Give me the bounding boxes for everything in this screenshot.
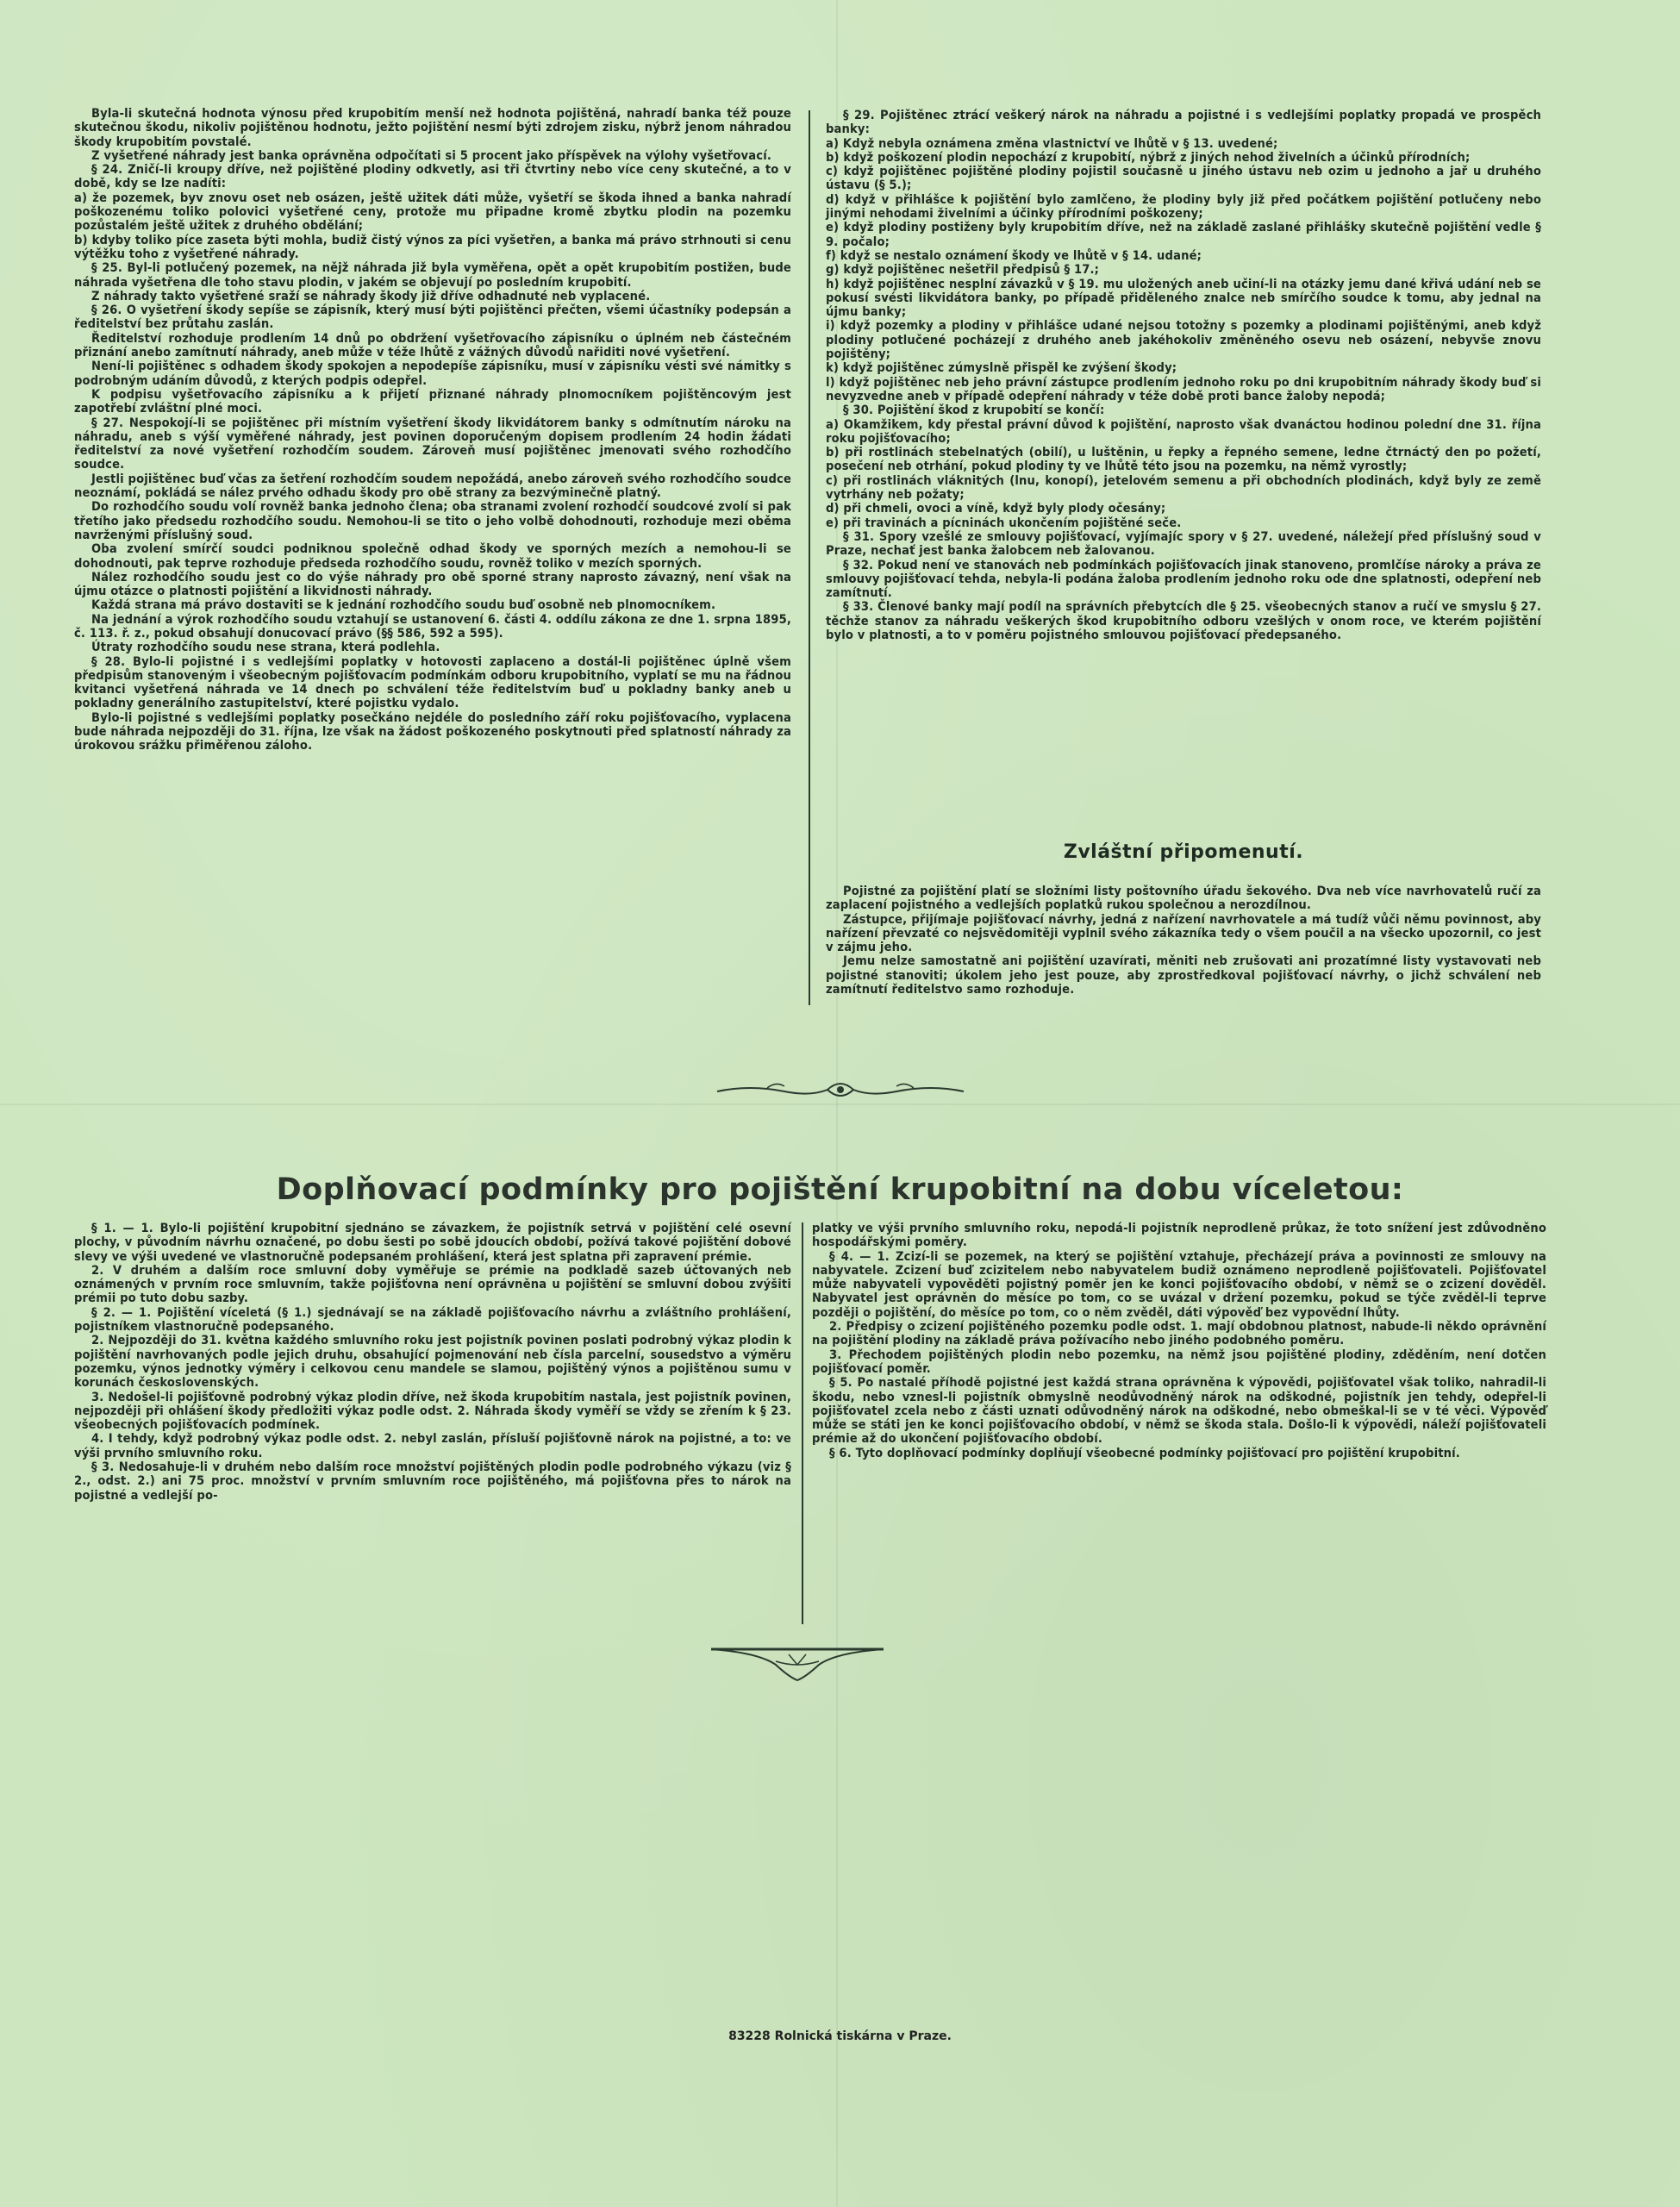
paragraph: e) když plodiny postiženy byly krupobitím dříve, než na základě zaslané přihlášky skutečně pojištění vedle § 9. počalo; (826, 220, 1541, 249)
paragraph: § 6. Tyto doplňovací podmínky doplňují všeobecné podmínky pojišťovací pro pojištění krupobitní. (829, 1445, 1460, 1460)
paragraph: a) Když nebyla oznámena změna vlastnictví ve lhůtě v § 13. uvedené; (826, 135, 1278, 151)
paragraph: Není-li pojištěnec s odhadem škody spokojen a nepodepíše zápisníku, musí v zápisníku vésti své námitky s podrobným udáním důvodů, z kterých podpis odepřel. (74, 359, 791, 388)
paragraph: Z vyšetřené náhrady jest banka oprávněna odpočítati si 5 procent jako příspěvek na výlohy vyšetřovací. (91, 147, 771, 163)
paragraph: § 25. Byl-li potlučený pozemek, na nějž náhrada již byla vyměřena, opět a opět krupobitím postižen, bude náhrada vyšetřena dle toho stavu plodin, v jakém se objevují po posledním krupobití. (74, 260, 791, 290)
column-divider-top (809, 110, 810, 1005)
paragraph: 4. I tehdy, když podrobný výkaz podle odst. 2. nebyl zaslán, přísluší pojišťovně nárok na pojistné, a to: ve výši prvního smluvního roku. (74, 1431, 791, 1460)
paragraph: § 29. Pojištěnec ztrácí veškerý nárok na náhradu a pojistné i s vedlejšími poplatky propadá ve prospěch banky: (826, 108, 1541, 137)
paragraph: § 2. — 1. Pojištění víceletá (§ 1.) sjednávají se na základě pojišťovacího návrhu a zvláštního prohlášení, pojistníkem vlastnoručně podepsaného. (74, 1304, 791, 1335)
column-divider-bottom (802, 1222, 803, 1624)
paragraph: k) když pojištěnec zúmyslně přispěl ke zvýšení škody; (826, 360, 1177, 376)
paragraph: f) když se nestalo oznámení škody ve lhůtě v § 14. udané; (826, 247, 1202, 263)
end-ornament-icon (707, 1642, 888, 1685)
paragraph: Pojistné za pojištění platí se složními listy poštovního úřadu šekového. Dva neb více navrhovatelů ručí za zaplacení pojistného a vedlejších poplatků rukou společnou a nerozdílnou. (826, 884, 1541, 913)
paragraph: § 30. Pojištění škod z krupobití se končí: (843, 403, 1105, 418)
paragraph: Jestli pojištěnec buď včas za šetření rozhodčím soudem nepožádá, anebo zároveň svého rozhodčího soudce neoznámí, pokládá se nález prvého odhadu škody pro obě strany za bezvýminečně platný. (74, 471, 791, 501)
paragraph: § 33. Členové banky mají podíl na správních přebytcích dle § 25. všeobecných stanov a ručí ve smyslu § 27. těchže stanov za náhradu veškerých škod krupobitního odboru vzešlých v onom roce, ve kterém pojištění bylo v platnosti, a to v poměru pojistného smlouvou pojišťovací předepsaného. (826, 599, 1541, 642)
top-right-column (826, 109, 1541, 642)
top-left-column (74, 107, 791, 753)
paragraph: platky ve výši prvního smluvního roku, nepodá-li pojistník neprodleně průkaz, že toto snížení jest zdůvodněno hospodářskými poměry. (812, 1221, 1546, 1250)
paragraph: § 1. — 1. Bylo-li pojištění krupobitní sjednáno se závazkem, že pojistník setrvá v pojištění celé osevní plochy, v původním návrhu označené, po dobu šesti po sobě jdoucích období, požívá takové pojištění dobové slevy ve výši uvedené ve vlastnoručně podepsaném prohlášení, která jest splatna při zapravení prémie. (74, 1221, 791, 1264)
paragraph: Každá strana má právo dostaviti se k jednání rozhodčího soudu buď osobně neb plnomocníkem. (91, 597, 716, 613)
paragraph: b) při rostlinách stebelnatých (obilí), u luštěnin, u řepky a řepného semene, ledne čtrnáctý den po požetí, posečení neb otrhání, pokud plodiny ty ve lhůtě této jsou na pozemku, na němž vyrostly; (826, 445, 1541, 474)
paragraph: K podpisu vyšetřovacího zápisníku a k přijetí přiznané náhrady plnomocníkem pojištěncovým jest zapotřebí zvláštní plné moci. (74, 386, 791, 416)
paragraph: § 27. Nespokojí-li se pojištěnec při místním vyšetření škody likvidátorem banky s odmítnutím nároku na náhradu, aneb s výší vyměřené náhrady, jest povinen doporučeným dopisem prodlením 24 hodin žádati ředitelství za nové vyšetření rozhodčím soudem. Zároveň musí pojištěnec jmenovati svého rozhodčího soudce. (74, 415, 791, 472)
paragraph: 2. V druhém a dalším roce smluvní doby vyměřuje se prémie na podkladě sazeb účtovaných neb oznámených v prvním roce smluvním, takže pojišťovna není oprávněna u pojištění se smluvní dobou zvýšiti prémii po tuto dobu sazby. (74, 1262, 791, 1306)
paragraph: e) při travinách a pícninách ukončením pojištěné seče. (826, 515, 1182, 530)
paragraph: a) že pozemek, byv znovu oset neb osázen, ještě užitek dáti může, vyšetří se škoda ihned a banka nahradí poškozenému toliko polovici vyšetřené ceny, protože mu připadne kromě zbytku plodin na pozemku pozůstalém ještě užitek z druhého obdělání; (74, 190, 791, 234)
paragraph: § 32. Pokud není ve stanovách neb podmínkách pojišťovacích jinak stanoveno, promlčíse nároky a práva ze smlouvy pojišťovací tehda, nebyla-li podána žaloba prodlením jednoho roku ode dne splatnosti, odepření neb zamítnutí. (826, 557, 1541, 601)
paragraph: 2. Předpisy o zcizení pojištěného pozemku podle odst. 1. mají obdobnou platnost, nabude-li někdo oprávnění na pojištění plodiny na základě práva požívacího nebo jiného podobného poměru. (812, 1319, 1546, 1348)
paragraph: § 28. Bylo-li pojistné i s vedlejšími poplatky v hotovosti zaplaceno a dostál-li pojištěnec úplně všem předpisům stanoveným i všeobecným pojišťovacím podmínkám odboru krupobitního, vyplatí se mu na řádnou kvitanci vyšetřená náhrada ve 14 dnech po schválení téže ředitelstvím buď u pokladny banky aneb u pokladny generálního zastupitelství, které pojistku vydalo. (74, 653, 791, 711)
printer-imprint: 83228 Rolnická tiskárna v Praze. (728, 2029, 952, 2043)
paragraph: 3. Přechodem pojištěných plodin nebo pozemku, na němž jsou pojištěné plodiny, zděděním, není dotčen pojišťovací poměr. (812, 1347, 1546, 1376)
paragraph: i) když pozemky a plodiny v přihlášce udané nejsou totožny s pozemky a plodinami pojištěnými, aneb když plodiny potlučené pocházejí z druhého aneb jakéhokoliv změněného osevu neb osázení, nebyvše znovu pojištěny; (826, 318, 1541, 362)
divider-ornament-icon (715, 1076, 965, 1107)
paragraph: b) kdyby toliko píce zaseta býti mohla, budiž čistý výnos za píci vyšetřen, a banka má právo strhnouti si cenu výtěžku toho z vyšetřené náhrady. (74, 232, 791, 261)
paragraph: Ředitelství rozhoduje prodlením 14 dnů po obdržení vyšetřovacího zápisníku o úplném neb částečném přiznání anebo zamítnutí náhrady, aneb může v téže lhůtě z vážných důvodů nařiditi nové vyšetření. (74, 330, 791, 360)
paragraph: § 3. Nedosahuje-li v druhém nebo dalším roce množství pojištěných plodin podle podrobného výkazu (viz § 2., odst. 2.) ani 75 proc. množství v prvním smluvním roce pojištěného, má pojišťovna přes to nárok na pojistné a vedlejší po- (74, 1460, 791, 1503)
paragraph: Zástupce, přijímaje pojišťovací návrhy, jedná z nařízení navrhovatele a má tudíž vůči němu povinnost, aby nařízení převzaté co nejsvědomitěji vyplnil svého zákazníka tedy o všem poučil a na všecko upozornil, co jest v zájmu jeho. (826, 911, 1541, 955)
paragraph: Útraty rozhodčího soudu nese strana, která podlehla. (91, 640, 440, 655)
paragraph: c) když pojištěnec pojištěné plodiny pojistil současně u jiného ústavu neb ozim u jednoho a jař u druhého ústavu (§ 5.); (826, 164, 1541, 193)
paragraph: a) Okamžikem, kdy přestal právní důvod k pojištění, naprosto však dvanáctou hodinou polední dne 31. října roku pojišťovacího; (826, 416, 1541, 446)
bottom-right-column (812, 1222, 1546, 1460)
paragraph: 2. Nejpozději do 31. května každého smluvního roku jest pojistník povinen poslati podrobný výkaz plodin k pojištění navrhovaných podle jejich druhu, obsahující pojmenování neb čísla parcelní, sousedstvo a výměru pozemku, výnos jednotky výměry i celkovou cenu mandele se slamou, pojištěný výnos a pojištěnou sumu v korunách československých. (74, 1333, 791, 1391)
paragraph: Oba zvolení smírčí soudci podniknou společně odhad škody ve sporných mezích a nemohou-li se dohodnouti, pak teprve rozhoduje předseda rozhodčího soudu, rovněž toliko v mezích sporných. (74, 541, 791, 571)
paragraph: § 5. Po nastalé příhodě pojistné jest každá strana oprávněna k výpovědi, pojišťovatel však toliko, nahradil-li škodu, nebo vznesl-li pojistník obmyslně neodůvodněný nárok na odškodné, pojistník jen tehdy, odepřel-li pojišťovatel zcela nebo z části uznati odůvodněný nárok na odškodné, nebo obmeškal-li se v té věci. Výpověď může se státi jen ke konci pojišťovacího období, v němž se škoda stala. Došlo-li k výpovědi, náleží pojišťovateli prémie až do ukončení pojišťovacího období. (812, 1375, 1546, 1447)
paragraph: g) když pojištěnec nešetřil předpisů § 17.; (826, 262, 1100, 278)
main-heading: Doplňovací podmínky pro pojištění krupobitní na dobu víceletou: (276, 1172, 1404, 1207)
paragraph: Na jednání a výrok rozhodčího soudu vztahují se ustanovení 6. části 4. oddílu zákona ze dne 1. srpna 1895, č. 113. ř. z., pokud obsahují donucovací právo (§§ 586, 592 a 595). (74, 611, 791, 641)
paragraph: Byla-li skutečná hodnota výnosu před krupobitím menší než hodnota pojištěná, nahradí banka též pouze skutečnou škodu, nikoliv pojištěnou hodnotu, ježto pojištění nesmí býti zdrojem zisku, nýbrž jenom náhradou škody krupobitím povstalé. (74, 106, 791, 149)
paragraph: § 24. Zničí-li kroupy dříve, než pojištěné plodiny odkvetly, asi tři čtvrtiny nebo více ceny skutečné, a to v době, kdy se lze nadíti: (74, 162, 791, 191)
paragraph: c) při rostlinách vláknitých (lnu, konopí), jetelovém semenu a při obchodních plodinách, když byly ze země vytrhány neb požaty; (826, 472, 1541, 503)
paragraph: Jemu nelze samostatně ani pojištění uzavírati, měniti neb zrušovati ani prozatímné listy vystavovati neb pojistné stanoviti; úkolem jeho jest pouze, aby zprostředkoval pojišťovací návrhy, o jichž schválení neb zamítnutí ředitelstvo samo rozhoduje. (826, 953, 1541, 997)
bottom-left-column (74, 1222, 791, 1503)
paragraph: § 31. Spory vzešlé ze smlouvy pojišťovací, vyjímajíc spory v § 27. uvedené, náležejí před příslušný soud v Praze, nechať jest banka žalobcem neb žalovanou. (826, 528, 1541, 559)
paragraph: h) když pojištěnec nesplní závazků v § 19. mu uložených aneb učiní-li na otázky jemu dané křivá udání neb se pokusí svésti likvidátora banky, po případě přiděleného znalce neb smírčího soudce k tomu, aby jednal na újmu banky; (826, 276, 1541, 320)
paragraph: § 4. — 1. Zcizí-li se pozemek, na který se pojištění vztahuje, přecházejí práva a povinnosti ze smlouvy na nabyvatele. Zcizení buď zcizitelem nebo nabyvatelem budiž oznámeno neprodleně pojišťovateli. Pojišťovatel může nabyvateli vypověděti pojistný poměr jen ke konci pojišťovacího období, v němž se o zcizení dověděl. Nabyvatel jest oprávněn do měsíce po tom, co se uvázal v držení pozemku, pokud se týče zvěděl-li teprve později o pojištění, do měsíce po tom, co o něm zvěděl, dáti výpověď bez vypovědní lhůty. (812, 1248, 1546, 1320)
paragraph: 3. Nedošel-li pojišťovně podrobný výkaz plodin dříve, než škoda krupobitím nastala, jest pojistník povinen, nejpozději při ohlášení škody předložiti výkaz podle odst. 2. Náhrada škody vyměří se vždy se zřením k § 23. všeobecných pojišťovacích podmínek. (74, 1389, 791, 1433)
paragraph: d) když v přihlášce k pojištění bylo zamlčeno, že plodiny byly již před počátkem pojištění potlučeny nebo jinými nehodami živelními a účinky přírodními poškozeny; (826, 191, 1541, 222)
paragraph: Z náhrady takto vyšetřené sraží se náhrady škody již dříve odhadnuté neb vyplacené. (91, 288, 651, 303)
paragraph: § 26. O vyšetření škody sepíše se zápisník, který musí býti pojištěnci přečten, všemi účastníky podepsán a ředitelství bez průtahu zaslán. (74, 303, 791, 332)
paragraph: l) když pojištěnec neb jeho právní zástupce prodlením jednoho roku po dni krupobitním náhrady škody buď si nevyzvedne aneb v případě odepření náhrady v téže době proti bance žaloby nepodá; (826, 374, 1541, 403)
paragraph: Nález rozhodčího soudu jest co do výše náhrady pro obě sporné strany naprosto závazný, není však na újmu otázce o platnosti pojištění a likvidnosti náhrady. (74, 569, 791, 599)
paragraph: d) při chmeli, ovoci a víně, když byly plody očesány; (826, 501, 1166, 516)
special-notes-heading: Zvláštní připomenutí. (1063, 841, 1304, 863)
special-notes (826, 885, 1541, 997)
paragraph: Do rozhodčího soudu volí rovněž banka jednoho člena; oba stranami zvolení rozhodčí soudcové zvolí si pak třetího jako předsedu rozhodčího soudu. Nemohou-li se tito o jeho volbě dohodnouti, rozhoduje mezi oběma navrženými příslušný soud. (74, 499, 791, 542)
paragraph: Bylo-li pojistné s vedlejšími poplatky posečkáno nejdéle do posledního září roku pojišťovacího, vyplacena bude náhrada nejpozději do 31. října, lze však na žádost poškozeného poskytnouti před splatností náhrady za úrokovou srážku přiměřenou záloho. (74, 710, 791, 753)
paragraph: b) když poškození plodin nepochází z krupobití, nýbrž z jiných nehod živelních a účinků přírodních; (826, 149, 1471, 165)
